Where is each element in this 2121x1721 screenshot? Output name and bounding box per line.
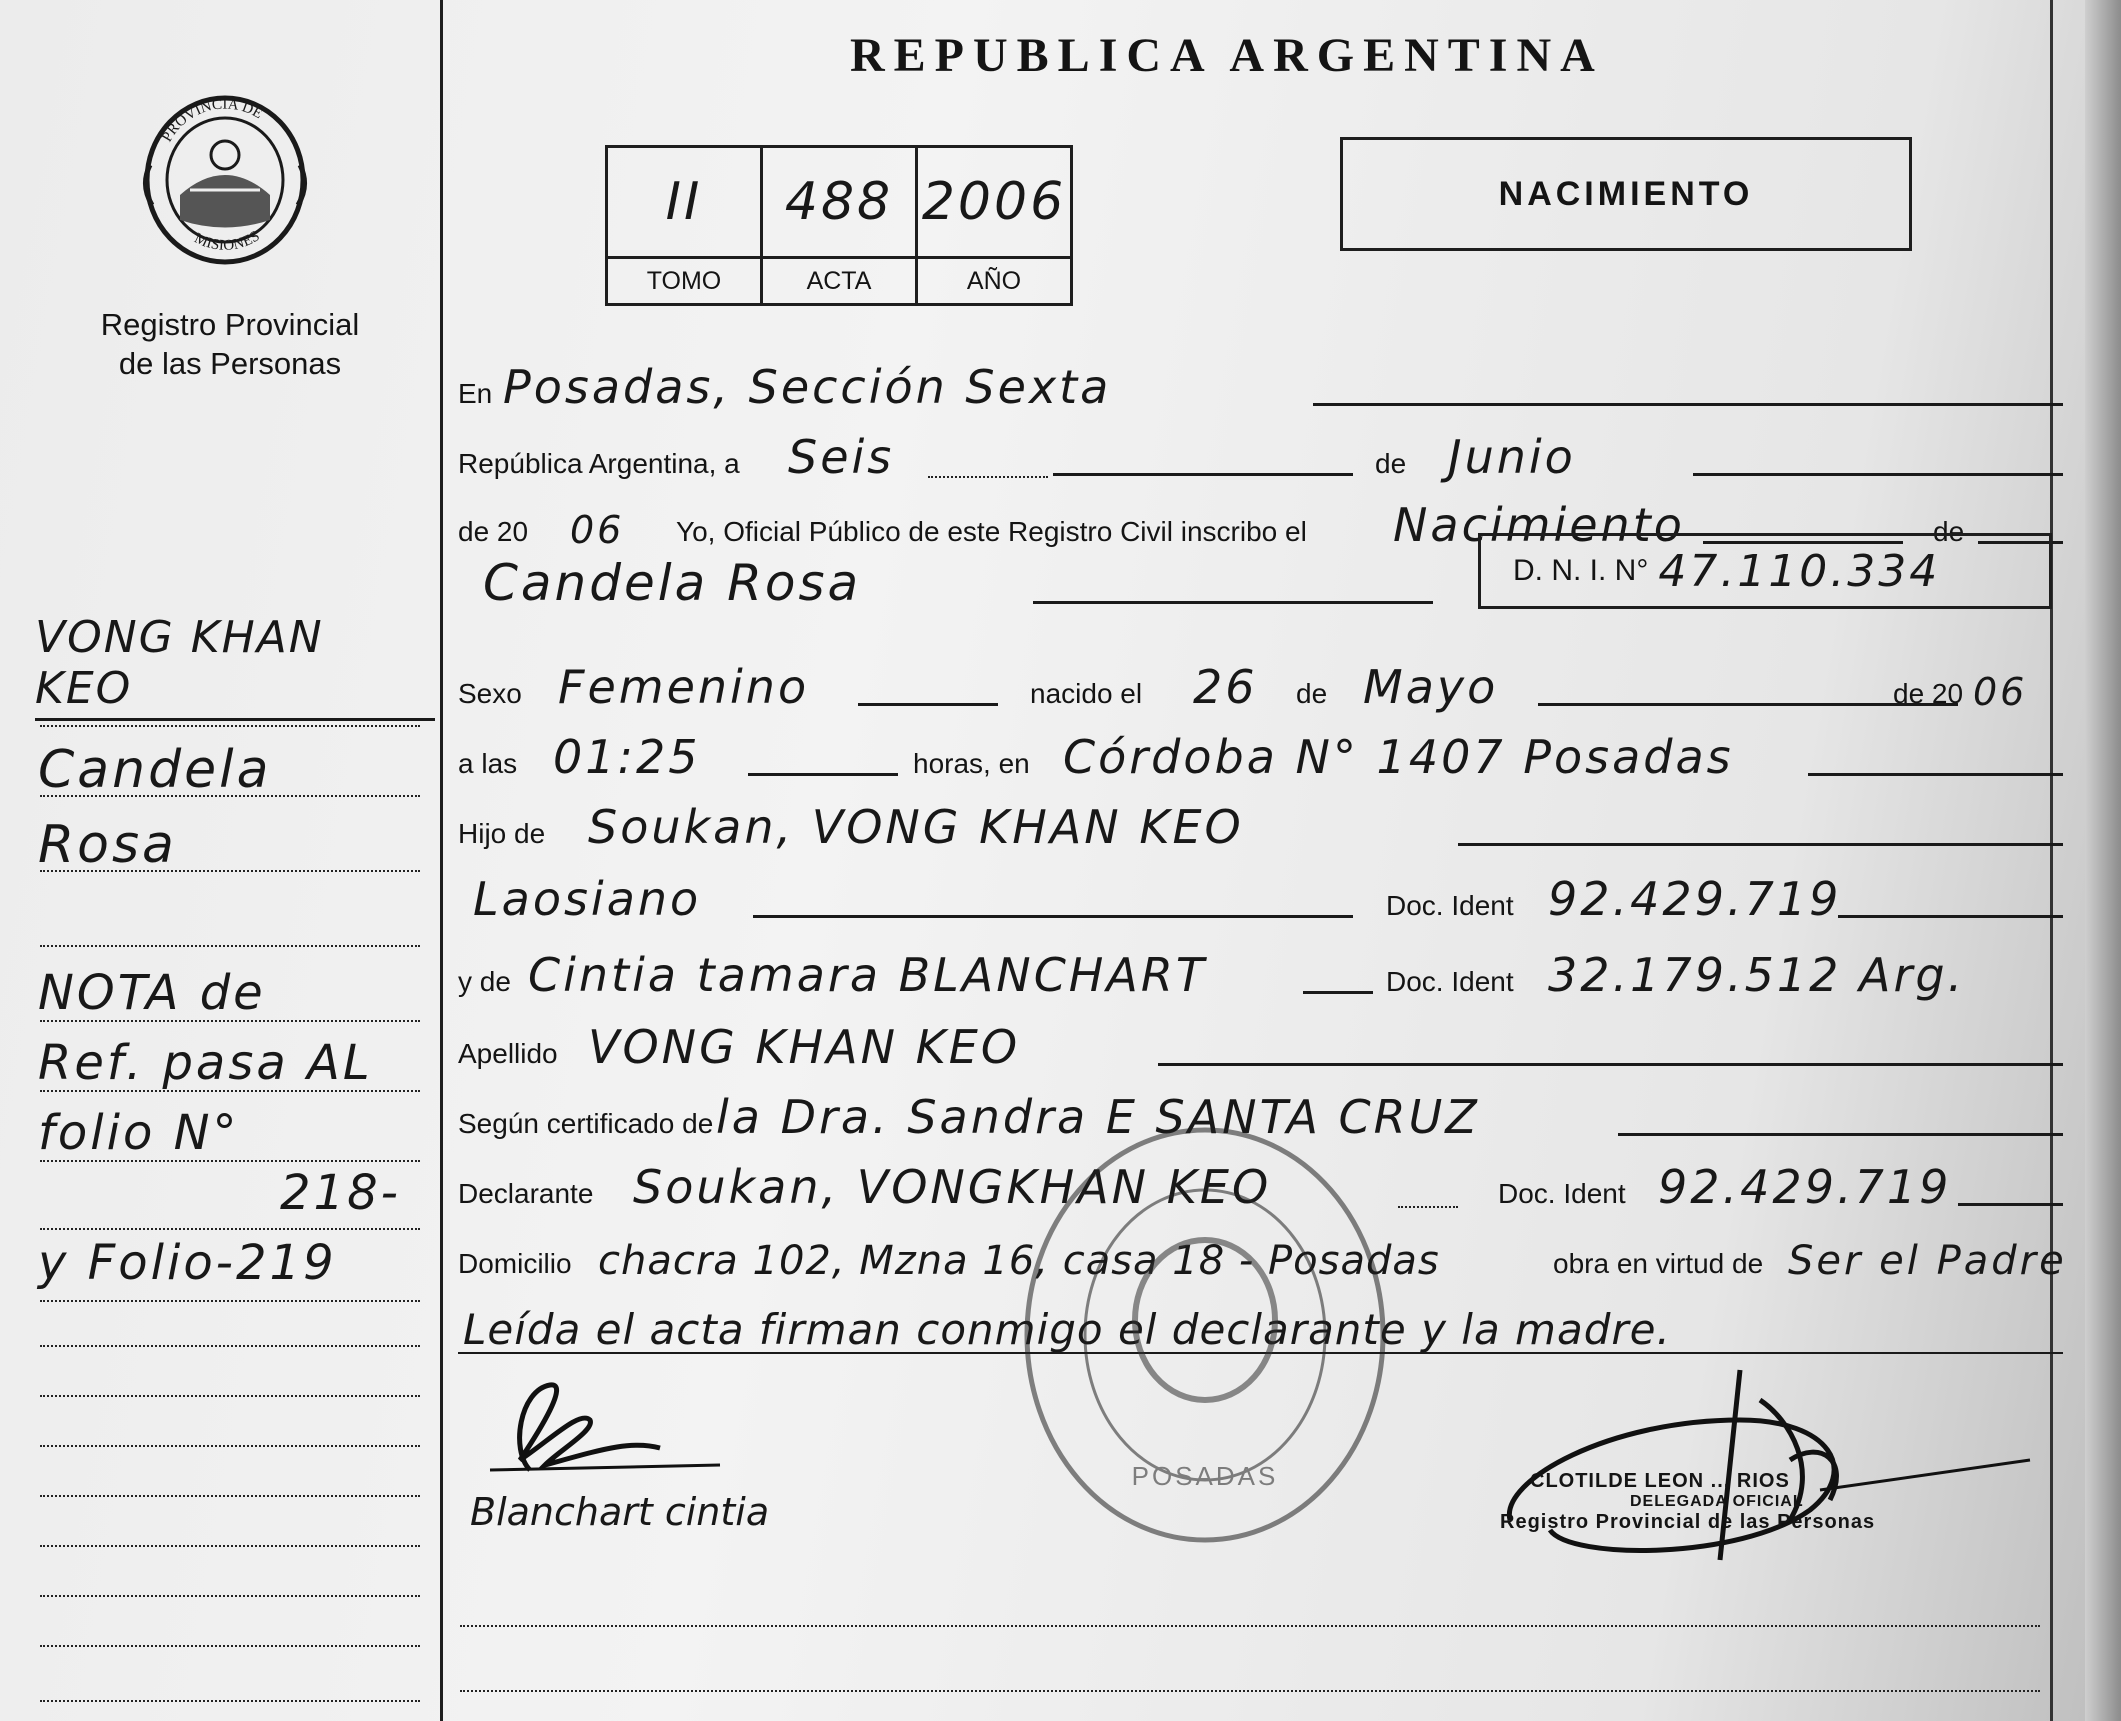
acta-label: ACTA <box>762 258 917 305</box>
page-title: REPUBLICA ARGENTINA <box>850 29 1604 82</box>
officer-name: CLOTILDE LEON ... RIOS <box>1530 1470 1790 1492</box>
certificado-value: la Dra. Sandra E SANTA CRUZ <box>716 1090 1480 1144</box>
margin-divider <box>440 0 443 1721</box>
hijo-label: Hijo de <box>458 818 546 849</box>
padre-doc-value: 92.429.719 <box>1548 872 1842 926</box>
anio-inscripcion-value: 06 <box>570 508 625 552</box>
nacionalidad-value: Laosiano <box>473 872 702 926</box>
nac-anio-value: 06 <box>1973 670 2028 714</box>
officer-org: Registro Provincial de las Personas <box>1500 1511 1876 1533</box>
dia-line <box>1053 473 1353 476</box>
acta-cell <box>762 147 917 258</box>
doc-label-declarante: Doc. Ident <box>1498 1178 1626 1209</box>
margin-dots-16 <box>40 1645 420 1647</box>
margin-dots-12 <box>40 1445 420 1447</box>
declarante-value: Soukan, VONGKHAN KEO <box>633 1160 1272 1214</box>
obra-label: obra en virtud de <box>1553 1248 1764 1279</box>
row-en <box>458 350 2063 420</box>
margin-dots-2 <box>40 795 420 797</box>
margin-dots-3 <box>40 870 420 872</box>
svg-text:MISIONES <box>192 228 263 254</box>
margin-dots-4 <box>40 945 420 947</box>
apellido-line <box>1158 1063 2063 1066</box>
seal-text-bottom: MISIONES <box>191 228 263 255</box>
de-label-2: de <box>1933 516 1965 547</box>
de-label: de <box>1375 448 1407 479</box>
certificado-line <box>1618 1133 2063 1136</box>
registry-stamp <box>1015 1120 1395 1555</box>
dia-value: Seis <box>788 430 895 484</box>
dni-label: D. N. I. N° <box>1513 554 1649 587</box>
margin-name-2: Rosa <box>38 815 177 875</box>
declarante-doc-value: 92.429.719 <box>1658 1160 1952 1214</box>
acta-value: 488 <box>784 172 894 232</box>
horas-label: horas, en <box>913 748 1030 779</box>
obra-value: Ser el Padre <box>1788 1238 2067 1284</box>
page-edge-shadow <box>2085 0 2121 1721</box>
sexo-value: Femenino <box>558 660 810 714</box>
mes-line <box>1693 473 2063 476</box>
tomo-label: TOMO <box>607 258 762 305</box>
officer-role: DELEGADA OFICIAL <box>1630 1493 1804 1510</box>
seal-text-top: PROVINCIA DE <box>159 96 266 145</box>
doc-label-padre: Doc. Ident <box>1386 890 1514 921</box>
de20-label-2: de 20 <box>1893 678 1964 709</box>
document-type-box: NACIMIENTO <box>1340 137 1912 251</box>
nac-dia-value: 26 <box>1193 660 1258 714</box>
leida-value: Leída el acta firman conmigo el declarante y la madre. <box>463 1305 1671 1354</box>
province-seal-icon <box>140 95 310 275</box>
margin-dots-14 <box>40 1545 420 1547</box>
nombre-line <box>1033 601 1433 604</box>
row-hora <box>458 720 2063 790</box>
page-right-border <box>2050 0 2053 1721</box>
republica-label: República Argentina, a <box>458 448 740 479</box>
lugar-value: Córdoba N° 1407 Posadas <box>1063 730 1734 784</box>
margin-dots-17 <box>40 1700 420 1702</box>
padre-line <box>1458 843 2063 846</box>
row-nacionalidad <box>458 862 2063 932</box>
apellido-value: VONG KHAN KEO <box>588 1020 1021 1074</box>
mes-value: Junio <box>1448 430 1576 484</box>
margin-dots-15 <box>40 1595 420 1597</box>
margin-nota-2: Ref. pasa AL <box>38 1035 373 1091</box>
en-value: Posadas, Sección Sexta <box>503 360 1112 414</box>
row-sexo <box>458 650 2063 720</box>
margin-dots-7 <box>40 1160 420 1162</box>
margin-dots-5 <box>40 1020 420 1022</box>
anio-cell <box>917 147 1072 258</box>
anio-label: AÑO <box>917 258 1072 305</box>
row-fecha <box>458 420 2063 490</box>
registry-name-line2: de las Personas <box>118 346 342 381</box>
registry-name-line1: Registro Provincial <box>100 307 360 342</box>
margin-nota-3: folio N° <box>38 1105 240 1161</box>
madre-line <box>1303 991 1373 994</box>
margin-nota-4: 218- <box>280 1165 401 1221</box>
madre-value: Cintia tamara BLANCHART <box>528 948 1207 1002</box>
nombre-value: Candela Rosa <box>483 554 862 612</box>
reference-table <box>605 145 1073 306</box>
yde-label: y de <box>458 966 511 997</box>
anio-value: 2006 <box>921 172 1067 232</box>
margin-dots-9 <box>40 1300 420 1302</box>
dni-box <box>1478 533 2052 609</box>
row-apellido <box>458 1010 2063 1080</box>
sexo-label: Sexo <box>458 678 522 709</box>
de20-label: de 20 <box>458 516 529 547</box>
en-label: En <box>458 378 493 409</box>
officer-stamp <box>1490 1470 1875 1534</box>
margin-nota-1: NOTA de <box>38 965 266 1021</box>
signature-dots-1 <box>460 1625 2040 1627</box>
nacido-label: nacido el <box>1030 678 1143 709</box>
margin-dots-6 <box>40 1090 420 1092</box>
domicilio-value: chacra 102, Mzna 16, casa 18 - Posadas <box>598 1238 1440 1284</box>
registry-name <box>45 305 415 383</box>
hora-value: 01:25 <box>553 730 701 784</box>
row-madre <box>458 938 2063 1008</box>
nacionalidad-line <box>753 915 1353 918</box>
dia-dots <box>928 476 1048 478</box>
padre-doc-line <box>1838 915 2063 918</box>
margin-nota-5: y Folio-219 <box>38 1235 337 1291</box>
madre-doc-value: 32.179.512 Arg. <box>1548 948 1966 1002</box>
padre-value: Soukan, VONG KHAN KEO <box>588 800 1244 854</box>
margin-surname: VONG KHAN KEO <box>35 612 435 721</box>
sexo-line <box>858 703 998 706</box>
hecho-value: Nacimiento <box>1393 498 1685 552</box>
margin-dots-1 <box>40 725 420 727</box>
mother-signature <box>470 1370 790 1534</box>
registry-stamp-text: POSADAS <box>1131 1461 1279 1491</box>
row-padre <box>458 790 2063 860</box>
alas-label: a las <box>458 748 518 779</box>
margin-dots-11 <box>40 1395 420 1397</box>
yo-label: Yo, Oficial Público de este Registro Civil inscribo el <box>676 516 1307 547</box>
hora-line <box>748 773 898 776</box>
domicilio-label: Domicilio <box>458 1248 572 1279</box>
margin-dots-8 <box>40 1228 420 1230</box>
margin-dots-10 <box>40 1345 420 1347</box>
en-line <box>1313 403 2063 406</box>
mother-signature-name: Blanchart cintia <box>470 1490 770 1534</box>
de-label-3: de <box>1296 678 1328 709</box>
declarante-doc-line <box>1958 1203 2063 1206</box>
declarante-label: Declarante <box>458 1178 594 1209</box>
segun-label: Según certificado de <box>458 1108 714 1139</box>
tomo-cell <box>607 147 762 258</box>
nac-mes-value: Mayo <box>1363 660 1499 714</box>
declarante-dots <box>1398 1206 1458 1208</box>
signature-dots-2 <box>460 1690 2040 1692</box>
apellido-label: Apellido <box>458 1038 558 1069</box>
margin-dots-13 <box>40 1495 420 1497</box>
dni-value: 47.110.334 <box>1658 545 1941 597</box>
tomo-value: II <box>665 172 703 232</box>
doc-label-madre: Doc. Ident <box>1386 966 1514 997</box>
lugar-line <box>1808 773 2063 776</box>
margin-name-1: Candela <box>38 740 272 800</box>
